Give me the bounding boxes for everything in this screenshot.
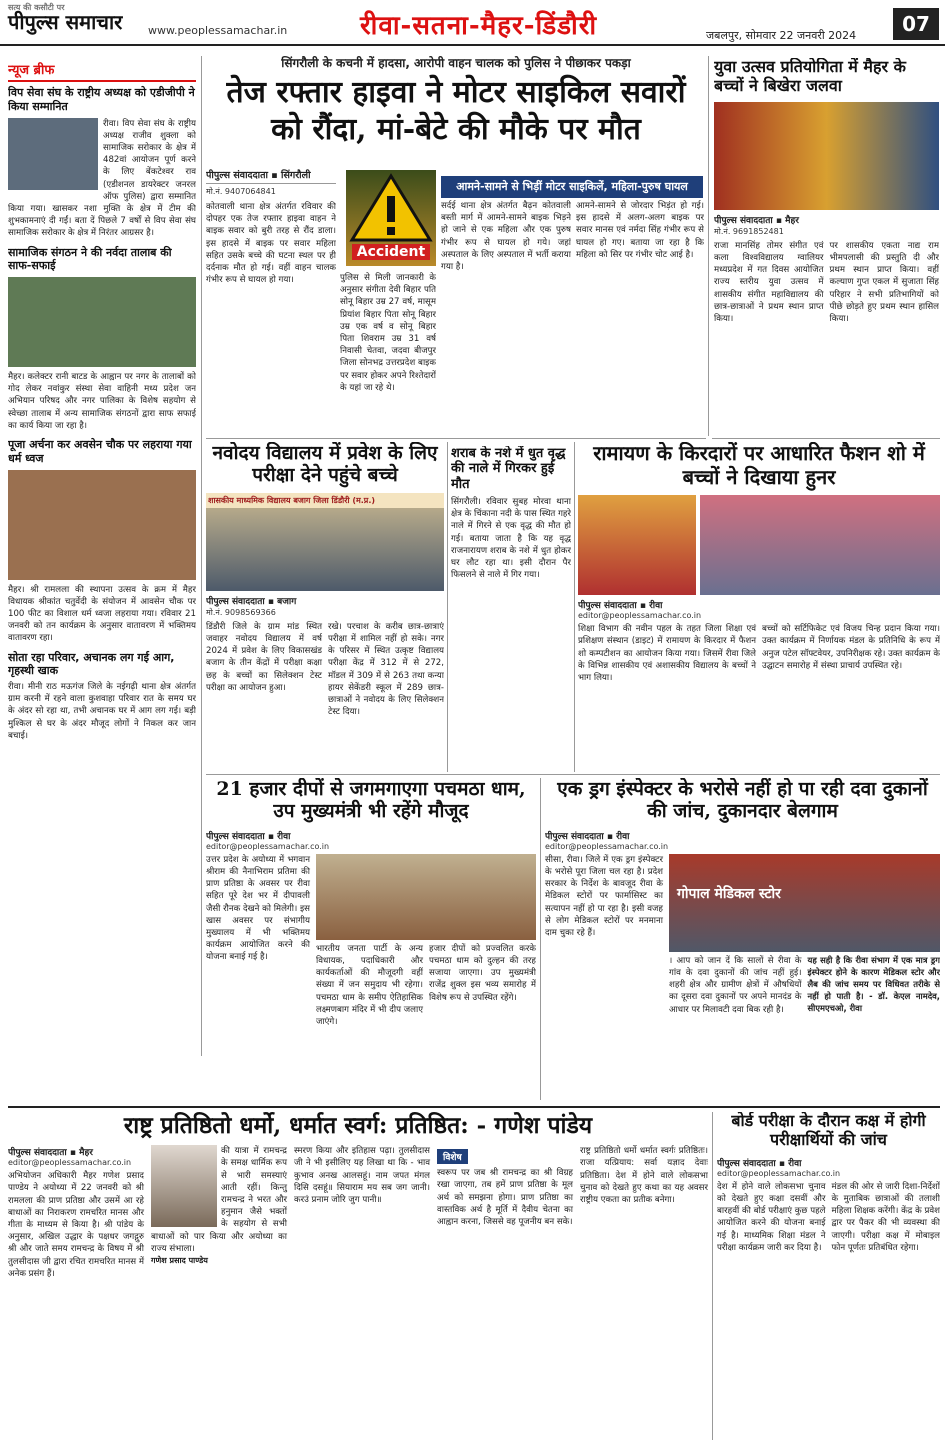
board-text-1: देश में होने वाले लोकसभा चुनाव को देखते हुए कक्षा दसवीं और बारहवीं की बोर्ड परीक्षाएं कुछ पहले आयोजित करने की योजना बनाई गई है। माध्यमिक शिक्षा मंडल ने परीक्षा कार्यक्रम जारी कर दिया है।: [717, 1181, 826, 1253]
diyas-byline-place: रीवा: [277, 831, 291, 842]
youth-text-1: राजा मानसिंह तोमर संगीत एवं कला विश्वविद्यालय ग्वालियर मध्यप्रदेश में गत दिवस आयोजित राज्य स्तरीय युवा उत्सव में शासकीय संगीत महाविद्यालय की छात्र-छात्राओं ने प्रथम स्थान प्राप्त किया।: [714, 240, 824, 324]
ganesh-byline-place: मैहर: [79, 1148, 93, 1159]
ganesh-text-3: स्मरण किया और इतिहास पढ़ा। तुलसीदास जी ने भी इसीलिए यह लिखा था कि - भाव कुभाव अनख आलसहूं। नाम जपत मंगल दिसि दसहूं॥ सियाराम मय सब जग जानी। करउं प्रनाम जोरि जुग पानी॥: [294, 1146, 430, 1205]
board-byline-place: रीवा: [788, 1158, 802, 1169]
brief-2-title: सामाजिक संगठन ने की नर्वदा तालाब की साफ-सफाई: [8, 245, 172, 273]
ramayan-byline-name: पीपुल्स संवाददाता: [578, 601, 637, 612]
accident-graphic: [346, 170, 436, 266]
ramayan-photo-2: [700, 495, 940, 595]
lead-phone: मो.नं. 9407064841: [206, 187, 276, 196]
youth-text-2: पर शासकीय एकता नाद्य राम भीमपलासी की प्रस्तुति दी और प्रथम स्थान प्राप्त किया। वहीं कल्याण गुप्त एकल में सुजाता सिंह परिहार ने सभी प्रतिभागियों को पीछे छोड़ते हुए प्रथम स्थान हासिल किया।: [829, 240, 939, 324]
brief-4-text: रीवा। मीनी राठ मऊगंज जिले के नईगढ़ी थाना क्षेत्र अंतर्गत ग्राम करनी में रहने वाला कुशवाहा परिवार रात के समय घर के अंदर सो रहा था, तभी अचानक घर में आग लग गई। बड़ी मुश्किल से घर के अंदर मौजूद लोगों ने निकल कर जान बचाई।: [8, 682, 196, 741]
ramayan-story: [578, 442, 940, 772]
drug-shop-sign: गोपाल मेडिकल स्टोर: [677, 885, 781, 902]
youth-photo: [714, 102, 939, 210]
drug-photo: [669, 854, 940, 952]
diyas-email[interactable]: editor@peoplessamachar.co.in: [206, 841, 330, 851]
youth-festival-story: [714, 58, 939, 438]
ganesh-email[interactable]: editor@peoplessamachar.co.in: [8, 1158, 132, 1168]
youth-byline-name: पीपुल्स संवाददाता: [714, 215, 773, 226]
board-byline-name: पीपुल्स संवाददाता: [717, 1158, 776, 1169]
lead-subhead: आमने-सामने से भिड़ीं मोटर साइकिलें, महिला-पुरुष घायल: [441, 176, 703, 198]
ramayan-byline: पीपुल्स संवाददाता ▪ रीवा: [578, 601, 663, 612]
diyas-byline-name: पीपुल्स संवाददाता: [206, 831, 265, 842]
drug-text-1: सीसा, रीवा। जिले में एक ड्रग इंस्पेक्टर के भरोसे पूरा जिला चल रहा है। प्रदेश सरकार के निर्देश के बावजूद रीवा के मेडिकल स्टोरों पर फार्मासिस्ट का सत्यापन नहीं हो पा रहा है। इसी वजह से लोग मेडिकल स्टोरों पर मनमाना दाम चुका रहे हैं।: [545, 854, 663, 939]
ganesh-text-5: राष्ट्र प्रतिष्ठितो धर्मो धर्मात स्वर्गः प्रतिष्ठितः। राजा यत्प्रियाय: सर्वा यज्ञाद देवाः प्रतिष्ठिता। देश में होने वाले लोकसभा चुनाव को देखते हुए कथा का यह अवसर राष्ट्रीय एकता का प्रतीक बनेगा।: [580, 1146, 708, 1205]
brief-3-title: पूजा अर्चना कर अवसेन चौक पर लहराया गया धर्म ध्वज: [8, 438, 192, 465]
drug-text-2: । आप को जान दें कि सालों से रीवा के गांव के दवा दुकानों की जांच नहीं हुई। शहरी क्षेत्र और ग्रामीण क्षेत्रों में औषधियों का दूसरा दवा दुकानों पर अपने मानदंड के आधार पर मिलावटी दवा बिक रही है।: [669, 955, 802, 1015]
youth-phone: मो.नं. 9691852481: [714, 226, 784, 236]
navodaya-byline-name: पीपुल्स संवाददाता: [206, 596, 265, 607]
diyas-byline: पीपुल्स संवाददाता ▪ रीवा: [206, 831, 291, 842]
news-brief-label: न्यूज ब्रीफ: [8, 60, 196, 82]
ganesh-tag: विशेष: [437, 1149, 468, 1164]
navodaya-phone: मो.नं. 9098569366: [206, 607, 276, 617]
lead-text-4: आमने-सामने से जोरदार भिड़ंत हो गई। इस हादसे में अलग-अलग बाइक पर सवार मानस एवं नर्मदा सिंह गंभीर रूप से घायल हो गए। बताया जा रहा है कि महिला को सिर पर गंभीर चोट आई है।: [576, 201, 704, 260]
diyas-text-3: हजार दीपों को प्रज्वलित करके पचमठा धाम को दुल्हन की तरह सजाया जाएगा। उप मुख्यमंत्री राजेंद्र शुक्ल इस भव्य समारोह में विशेष रूप से उपस्थित रहेंगे।: [429, 943, 536, 1003]
navodaya-text-1: डिंडौरी जिले के ग्राम मांड स्थित जवाहर नवोदय विद्यालय में वर्ष 2024 में प्रवेश के लिए विकासखंड बजाग के तीन केंद्रों में परीक्षा कक्षा छह के बच्चों का सिलेक्शन टेस्ट परीक्षा का आयोजन हुआ।: [206, 621, 322, 693]
brief-3-text: मैहर। श्री रामलला की स्थापना उत्सव के क्रम में मैहर विधायक श्रीकांत चतुर्वेदी के संयोजन में आवसेन चौक पर 100 फीट का विशाल धर्म ध्वजा लहराया गया। रविवार 21 जनवरी को तन कार्यक्रम के अनुसार वातावरण में भक्तिमय वातावरण रहा।: [8, 584, 196, 644]
lead-byline-place: सिंगरौली: [281, 170, 311, 181]
board-email[interactable]: editor@peoplessamachar.co.in: [717, 1168, 841, 1178]
logo-text: पीपुल्स समाचार: [8, 10, 123, 34]
diyas-headline: 21 हजार दीपों से जगमगाएगा पचमठा धाम, उप मुख्यमंत्री भी रहेंगे मौजूद: [216, 778, 526, 823]
diyas-text-2: भारतीय जनता पार्टी के अन्य विधायक, पदाधिकारी और कार्यकर्ताओं की मौजूदगी वहीं संख्या में जन समुदाय भी रहेगा। पचमठा धाम के समीप ऐतिहासिक लक्ष्मणबाग मंदिर में भी दीप जलाए जाएंगे।: [316, 943, 423, 1028]
board-byline: पीपुल्स संवाददाता ▪ रीवा: [717, 1158, 802, 1169]
ramayan-byline-place: रीवा: [649, 601, 663, 612]
liquor-story: [451, 446, 571, 772]
navodaya-text-2: रखे। परचाश के करीब छात्र-छात्राएं परीक्षा में शामिल नहीं हो सके। नगर के परिसर में स्थित उत्कृष्ट विद्यालय परीक्षा केंद्र में 312 में से 272, मॉडल में 309 में से 263 तथा कन्या हायर सेकेंडरी स्कूल में 289 छात्र-छात्राओं ने नवोदय के लिए सिलेक्शन टेस्ट दिया।: [328, 621, 444, 718]
ganesh-portrait: [151, 1145, 217, 1227]
ganesh-headline: राष्ट्र प्रतिष्ठितो धर्मो, धर्मात स्वर्ग: प्रतिष्ठित: - गणेश पांडेय: [123, 1112, 593, 1139]
navodaya-photo: [206, 493, 444, 591]
board-text-2: मंडल की ओर से जारी दिशा-निर्देशों के मुताबिक छात्राओं की तलाशी महिला शिक्षक करेंगी। केंद्र के प्रवेश द्वार पर पैकर की भी व्यवस्था की जाएगी। परीक्षा कक्ष में मोबाइल फोन पूर्णतः प्रतिबंधित रहेगा।: [831, 1181, 940, 1253]
drug-note: यह सही है कि रीवा संभाग में एक मात्र ड्रग इंस्पेक्टर होने के कारण मेडिकल स्टोर और लैब की जांच समय पर विधिवत तरीके से नहीं हो पाती है। - डॉ. केएल नामदेव, सीएमएचओ, रीवा: [807, 954, 940, 1013]
diyas-story: [206, 778, 536, 1100]
drug-byline: पीपुल्स संवाददाता ▪ रीवा: [545, 831, 630, 842]
ganesh-byline-name: पीपुल्स संवाददाता: [8, 1148, 67, 1159]
lead-headline: तेज रफ्तार हाइवा ने मोटर साइकिल सवारों को रौंदा, मां-बेटे की मौके पर मौत: [226, 75, 686, 147]
drug-byline-name: पीपुल्स संवाददाता: [545, 831, 604, 842]
lead-kicker: सिंगरौली के कचनी में हादसा, आरोपी वाहन चालक को पुलिस ने पीछाकर पकड़ा: [281, 56, 631, 70]
ramayan-headline: रामायण के किरदारों पर आधारित फैशन शो में बच्चों ने दिखाया हुनर: [593, 442, 925, 489]
page-number: 07: [893, 8, 939, 40]
ganesh-text-2: की यात्रा में रामचन्द्र के समक्ष धार्मिक रूप से भारी समस्याएं आती रहीं। किन्तु रामचन्द्र ने भरत और हनुमान जैसे भक्तों के सहयोग से सभी बाधाओं को पार किया और अयोध्या का राज्य संभाला।: [151, 1146, 287, 1254]
brief-1-photo: [8, 118, 98, 190]
navodaya-story: [206, 442, 444, 772]
brief-2-text: मैहर। कलेक्टर रानी बाटड के आह्वान पर नगर के तालाबों को गोद लेकर नवांकुर संस्था सेवा वाहिनी मध्य प्रदेश जन अभियान परिषद और नगर पालिका के विशेष सहयोग से स्वेच्छा तालाब में अन्य सामाजिक संगठनों द्वारा साफ सफाई का कार्य किया जा रहा है।: [8, 372, 196, 431]
ganesh-text-1: अभियोजन अधिकारी मैहर गणेश प्रसाद पाण्डेय ने अयोध्या में 22 जनवरी को श्री रामलला की प्राण प्रतिष्ठा और उसमें आ रहे बाधाओं का निराकरण रामचरित मानस और गीता के माध्यम से किया है। श्री पांडेय के अनुसार, अखिल उद्धार के पक्षधर जगद्गुरु श्री और जाते समय रामचन्द्र के विषय में श्री तुलसीदास जी द्वारा रचित रामचरित मानस में अनेक प्रसंग हैं।: [8, 1171, 144, 1279]
navodaya-headline: नवोदय विद्यालय में प्रवेश के लिए परीक्षा देने पहुंचे बच्चे: [212, 442, 438, 487]
ganesh-text-4: स्वरूप पर जब श्री रामचन्द्र का श्री विग्रह रखा जाएगा, तब हमें प्राण प्रतिष्ठा के मूल अर्थ को समझना होगा। प्राण प्रतिष्ठा का वास्तविक अर्थ है मूर्ति में दैवीय चेतना का आह्वान करना, जिससे वह पूजनीय बन सके।: [437, 1168, 573, 1227]
brief-1-title: विप सेवा संघ के राष्ट्रीय अध्यक्ष को एडीजीपी ने किया सम्मानित: [8, 86, 195, 113]
site-url[interactable]: www.peoplessamachar.in: [148, 24, 288, 37]
dateline: जबलपुर, सोमवार 22 जनवरी 2024: [706, 29, 857, 42]
diyas-text-1: उत्तर प्रदेश के अयोध्या में भगवान श्रीराम की नैनाभिराम प्रतिमा की प्राण प्रतिष्ठा के अवसर पर रीवा सहित पूरे देश भर में दीपावली जैसी रौनक देखने को मिलेगी। इस खास अवसर पर संभागीय मुख्यालय में भी भक्तिमय कार्यक्रम आयोजित करने की योजना बनाई गई है।: [206, 854, 310, 963]
lead-byline: पीपुल्स संवाददाता ▪ सिंगरौली: [206, 168, 336, 184]
board-headline: बोर्ड परीक्षा के दौरान कक्ष में होगी परीक्षार्थियों की जांच: [731, 1112, 926, 1149]
liquor-text: सिंगरौली। रविवार सुबह मोरवा थाना क्षेत्र के चिंकाना नदी के पास स्थित गहरे नाले में गिरने से एक वृद्ध की मौत हो गई। बताया जाता है कि यह वृद्ध राजनारायण शराब के नशे में धुत होकर घर लौट रहा था। इसी दौरान पैर फिसलने से नाले में गिर गया।: [451, 496, 571, 581]
ganesh-caption: गणेश प्रसाद पाण्डेय: [151, 1255, 208, 1265]
brief-3-photo: [8, 470, 196, 580]
ramayan-text-2: बच्चों को सर्टिफिकेट एवं विजय चिन्ह प्रदान किया गया। उक्त कार्यक्रम में निर्णायक मंडल के प्रतिनिधि के रूप में अनुज पटेल सॉफ्टवेयर, उपनिरीक्षक रहे। उक्त कार्यक्रम के उद्घाटन समारोह में संस्था प्राचार्य उपस्थित रहे।: [762, 624, 940, 671]
lead-text-3: सर्दई थाना क्षेत्र अंतर्गत बैढ़न कोतवाली बस्ती मार्ग में आमने-सामने बाइक भिड़ने हो जाने से एक महिला और एक पुरुष गंभीर रूप से घायल हो गये। जहां अस्पताल के लिए अस्पताल में भर्ती कराया गया है।: [441, 201, 571, 273]
drug-headline: एक ड्रग इंस्पेक्टर के भरोसे नहीं हो पा रही दवा दुकानों की जांच, दुकानदार बेलगाम: [557, 778, 928, 823]
liquor-headline: शराब के नशे में धुत वृद्ध की नाले में गिरकर हुई मौत: [451, 446, 566, 492]
lead-byline-name: पीपुल्स संवाददाता: [206, 170, 268, 181]
navodaya-byline: पीपुल्स संवाददाता ▪ बजाग: [206, 596, 297, 607]
logo-tagline: सत्य की कसौटी पर: [8, 2, 65, 12]
youth-byline-place: मैहर: [785, 215, 799, 226]
lead-text-1: कोतवाली थाना क्षेत्र अंतर्गत रविवार की दोपहर एक तेज रफ्तार हाइवा वाहन ने बाइक सवार को बुरी तरह से रौंद डाला। इस हादसे में बाइक पर सवार महिला सहित उसके बच्चे की घटना स्थल पर ही दर्दनाक मौत हो गई। वहीं वाहन चालक गंभीर रूप से घायल हो गया।: [206, 202, 336, 286]
brief-4-title: सोता रहा परिवार, अचानक लग गई आग, गृहस्थी खाक: [8, 650, 175, 678]
brief-1-text: रीवा। विप सेवा संघ के राष्ट्रीय अध्यक्ष राजीव शुक्ला को सामाजिक सरोकार के क्षेत्र में 482वां आयोजन पूर्ण करने के लिए बेंकटेश्वर राव (एडीशनल डायरेक्टर जनरल ऑफ पुलिस) द्वारा सम्मानित किया गया। खासकर नशा मुक्ति के क्षेत्र में टीम की शुभकामनाएं दी गईं। बता दें पिछले 7 वर्षों से विप सेवा संघ सामाजिक सरोकार के क्षेत्र में निरंतर आग्रसर है।: [8, 118, 196, 239]
navodaya-byline-place: बजाग: [277, 596, 297, 607]
ganesh-byline: पीपुल्स संवाददाता ▪ मैहर: [8, 1148, 93, 1159]
brief-2-photo: [8, 277, 196, 367]
masthead: [0, 0, 945, 46]
region-title: रीवा-सतना-मैहर-डिंडौरी: [360, 11, 598, 41]
board-story: [717, 1112, 940, 1440]
ramayan-email[interactable]: editor@peoplessamachar.co.in: [578, 611, 702, 621]
youth-headline: युवा उत्सव प्रतियोगिता में मैहर के बच्चों ने बिखेरा जलवा: [714, 58, 906, 95]
lead-text-2: पुलिस से मिली जानकारी के अनुसार संगीता देवी बिहार पति सोनू बिहार उम्र 27 वर्ष, मासूम प्रियांश बिहार पिता सोनू बिहार उम्र एक वर्ष व सोनू बिहार पिता शिवराम उम्र 31 वर्ष निवासी चेतवा, जदवा बीजपुर जिला सोनभद्र उत्तरप्रदेश बाइक पर सवार होकर अपने रिश्तेदारों के यहां जा रहे थे।: [340, 273, 436, 393]
ramayan-text-1: शिक्षा विभाग की नवीन पहल के तहत जिला शिक्षा एवं प्रशिक्षण संस्थान (डाइट) में रामायण के किरदार में फैशन शो कम्पटीशन का आयोजन किया गया। जिसमें रीवा जिले के विभिन्न शासकीय एवं अशासकीय विद्यालय के बच्चों ने भाग लिया।: [578, 624, 756, 683]
drug-byline-place: रीवा: [616, 831, 630, 842]
accident-label: Accident: [352, 244, 430, 260]
navodaya-school-sign: शासकीय माध्यमिक विद्यालय बजाग जिला डिंडौरी (म.प्र.): [206, 493, 444, 508]
ramayan-photo-1: [578, 495, 696, 595]
youth-byline: पीपुल्स संवाददाता ▪ मैहर: [714, 215, 799, 226]
diyas-photo: [316, 854, 536, 940]
drug-story: [545, 778, 940, 1100]
news-brief-column: [8, 60, 196, 1060]
drug-email[interactable]: editor@peoplessamachar.co.in: [545, 841, 669, 851]
newspaper-logo: [8, 2, 123, 35]
ganesh-story: [8, 1112, 708, 1440]
